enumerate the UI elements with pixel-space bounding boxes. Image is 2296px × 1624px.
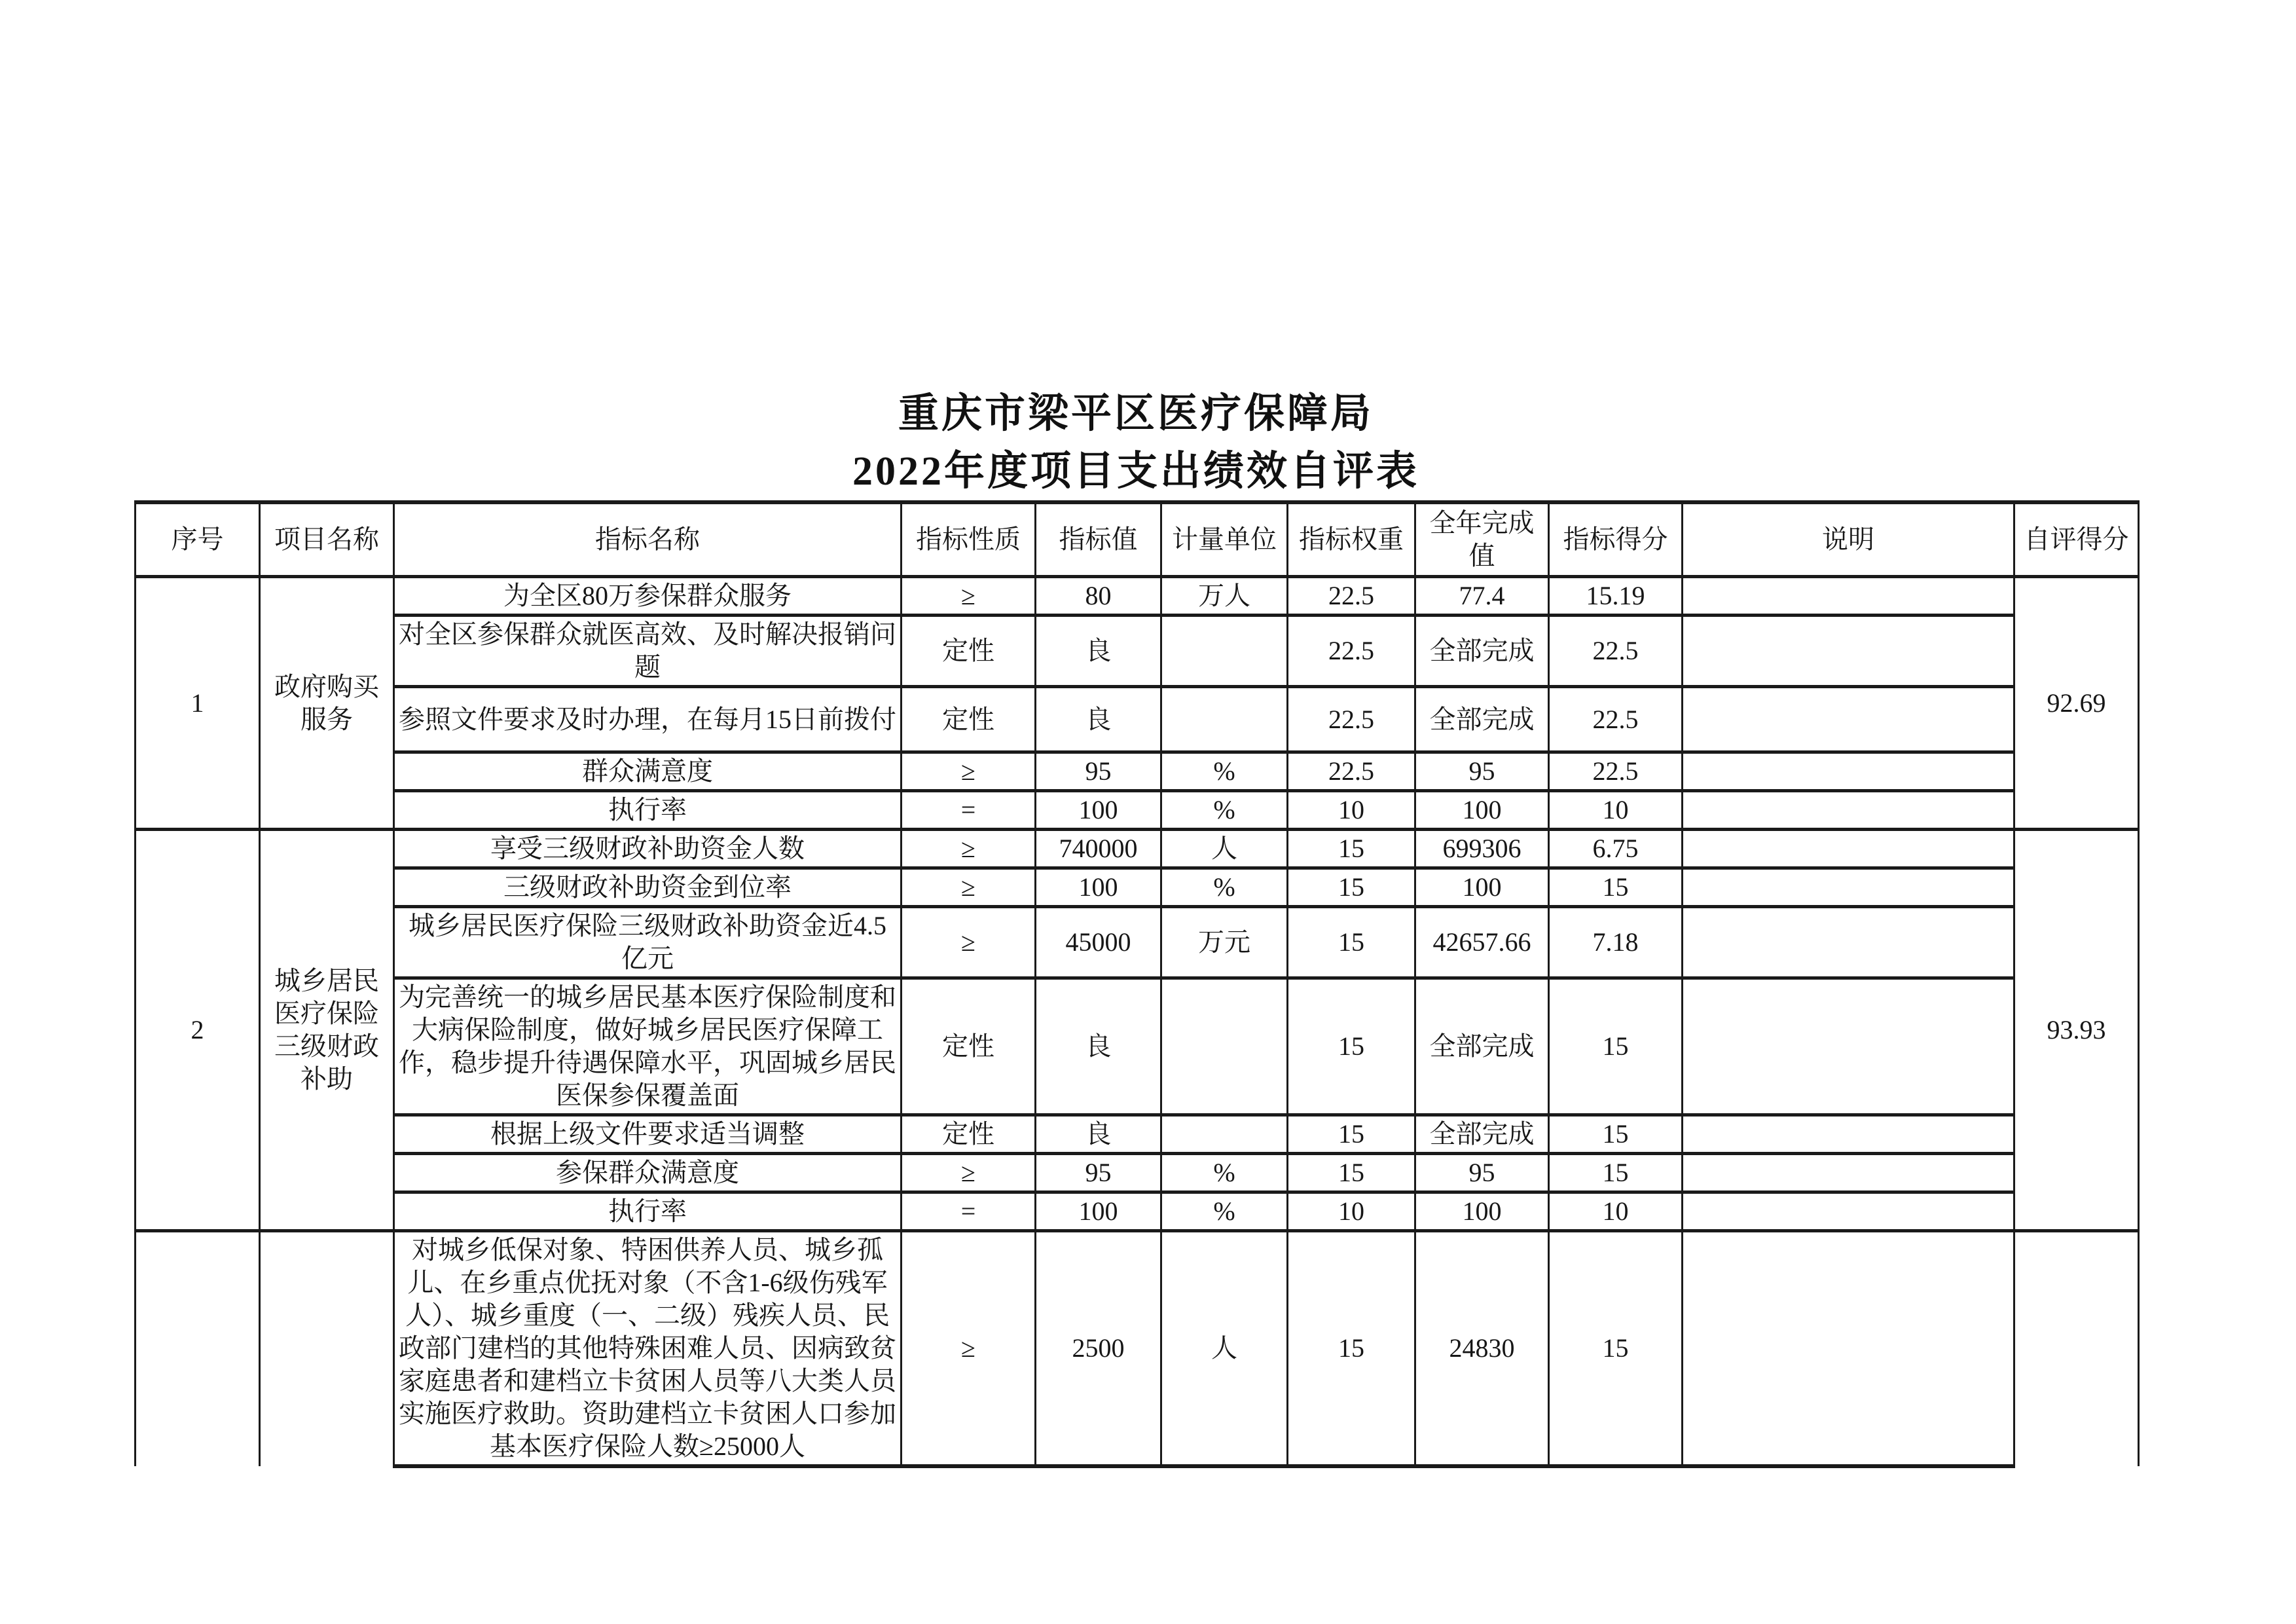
cell-unit: %: [1161, 1154, 1288, 1192]
cell-indicator: 对全区参保群众就医高效、及时解决报销问题: [394, 616, 902, 687]
cell-value: 95: [1036, 752, 1161, 791]
table-row: [136, 687, 2139, 752]
cell-indicator: 为全区80万参保群众服务: [394, 577, 902, 616]
cell-completed: 699306: [1415, 830, 1549, 868]
cell-note: [1683, 577, 2014, 616]
cell-project: 政府购买服务: [260, 577, 394, 830]
cell-nature: 定性: [902, 616, 1036, 687]
cell-indicator: 执行率: [394, 791, 902, 830]
col-header-project: 项目名称: [260, 502, 394, 577]
cell-seq: [136, 1231, 260, 1467]
cell-indicator: 城乡居民医疗保险三级财政补助资金近4.5亿元: [394, 907, 902, 978]
cell-value: 良: [1036, 1115, 1161, 1154]
cell-score: 22.5: [1549, 752, 1683, 791]
cell-indicator: 根据上级文件要求适当调整: [394, 1115, 902, 1154]
cell-score: 15: [1549, 868, 1683, 907]
cell-unit: 万人: [1161, 577, 1288, 616]
cell-note: [1683, 1231, 2014, 1467]
cell-indicator: 为完善统一的城乡居民基本医疗保险制度和大病保险制度，做好城乡居民医疗保障工作，稳步提升待遇保障水平，巩固城乡居民医保参保覆盖面: [394, 978, 902, 1115]
cell-project: [260, 1231, 394, 1467]
col-header-nature: 指标性质: [902, 502, 1036, 577]
cell-self-score: 92.69: [2014, 577, 2139, 830]
cell-completed: 全部完成: [1415, 978, 1549, 1115]
cell-score: 22.5: [1549, 687, 1683, 752]
table-row: [136, 1154, 2139, 1192]
cell-weight: 22.5: [1288, 616, 1415, 687]
col-header-note: 说明: [1683, 502, 2014, 577]
cell-unit: [1161, 1115, 1288, 1154]
cell-note: [1683, 830, 2014, 868]
col-header-completed: 全年完成值: [1415, 502, 1549, 577]
cell-nature: 定性: [902, 1115, 1036, 1154]
table-row: [136, 978, 2139, 1115]
cell-score: 15: [1549, 978, 1683, 1115]
cell-weight: 10: [1288, 791, 1415, 830]
cell-indicator: 参保群众满意度: [394, 1154, 902, 1192]
cell-completed: 95: [1415, 752, 1549, 791]
cell-unit: 人: [1161, 830, 1288, 868]
cell-weight: 15: [1288, 1154, 1415, 1192]
cell-score: 15: [1549, 1115, 1683, 1154]
cell-completed: 全部完成: [1415, 687, 1549, 752]
cell-score: 6.75: [1549, 830, 1683, 868]
cell-seq: 2: [136, 830, 260, 1231]
cell-nature: ≥: [902, 868, 1036, 907]
cell-unit: [1161, 978, 1288, 1115]
cell-value: 良: [1036, 978, 1161, 1115]
cell-nature: ≥: [902, 830, 1036, 868]
cell-value: 100: [1036, 868, 1161, 907]
cell-unit: %: [1161, 791, 1288, 830]
cell-indicator: 对城乡低保对象、特困供养人员、城乡孤儿、在乡重点优抚对象（不含1-6级伤残军人）、城乡重度（一、二级）残疾人员、民政部门建档的其他特殊困难人员、因病致贫家庭患者和建档立卡贫困人员等八大类人员实施医疗救助。资助建档立卡贫困人口参加基本医疗保险人数≥25000人: [394, 1231, 902, 1467]
cell-nature: ≥: [902, 577, 1036, 616]
table-row: [136, 1115, 2139, 1154]
cell-indicator: 群众满意度: [394, 752, 902, 791]
cell-unit: [1161, 687, 1288, 752]
cell-self-score: 93.93: [2014, 830, 2139, 1231]
col-header-self-score: 自评得分: [2014, 502, 2139, 577]
cell-nature: ≥: [902, 752, 1036, 791]
cell-nature: ≥: [902, 1231, 1036, 1467]
document-title: [134, 385, 2138, 500]
cell-score: 7.18: [1549, 907, 1683, 978]
cell-value: 95: [1036, 1154, 1161, 1192]
col-header-score: 指标得分: [1549, 502, 1683, 577]
cell-value: 良: [1036, 616, 1161, 687]
cell-project: 城乡居民医疗保险三级财政补助: [260, 830, 394, 1231]
cell-completed: 100: [1415, 868, 1549, 907]
cell-value: 80: [1036, 577, 1161, 616]
cell-note: [1683, 907, 2014, 978]
col-header-weight: 指标权重: [1288, 502, 1415, 577]
cell-score: 22.5: [1549, 616, 1683, 687]
cell-value: 740000: [1036, 830, 1161, 868]
cell-note: [1683, 1192, 2014, 1231]
cell-weight: 15: [1288, 907, 1415, 978]
cell-note: [1683, 1154, 2014, 1192]
performance-table: [134, 500, 2140, 1468]
cell-indicator: 三级财政补助资金到位率: [394, 868, 902, 907]
table-row: [136, 868, 2139, 907]
cell-completed: 42657.66: [1415, 907, 1549, 978]
cell-completed: 全部完成: [1415, 1115, 1549, 1154]
cell-value: 45000: [1036, 907, 1161, 978]
cell-completed: 100: [1415, 791, 1549, 830]
cell-indicator: 享受三级财政补助资金人数: [394, 830, 902, 868]
cell-weight: 22.5: [1288, 687, 1415, 752]
table-row: [136, 830, 2139, 868]
cell-completed: 77.4: [1415, 577, 1549, 616]
cell-weight: 10: [1288, 1192, 1415, 1231]
cell-unit: %: [1161, 1192, 1288, 1231]
cell-weight: 22.5: [1288, 577, 1415, 616]
cell-completed: 100: [1415, 1192, 1549, 1231]
col-header-value: 指标值: [1036, 502, 1161, 577]
cell-score: 15.19: [1549, 577, 1683, 616]
cell-nature: =: [902, 791, 1036, 830]
cell-weight: 15: [1288, 868, 1415, 907]
cell-completed: 24830: [1415, 1231, 1549, 1467]
cell-score: 10: [1549, 791, 1683, 830]
cell-nature: 定性: [902, 687, 1036, 752]
cell-unit: 人: [1161, 1231, 1288, 1467]
table-row: [136, 907, 2139, 978]
cell-note: [1683, 752, 2014, 791]
table-row: [136, 1192, 2139, 1231]
col-header-indicator: 指标名称: [394, 502, 902, 577]
cell-note: [1683, 868, 2014, 907]
table-row: [136, 1231, 2139, 1467]
cell-note: [1683, 616, 2014, 687]
cell-nature: 定性: [902, 978, 1036, 1115]
cell-note: [1683, 687, 2014, 752]
table-row: [136, 577, 2139, 616]
cell-nature: ≥: [902, 907, 1036, 978]
title-line-1: 重庆市梁平区医疗保障局: [898, 392, 1374, 436]
cell-weight: 15: [1288, 1115, 1415, 1154]
cell-weight: 22.5: [1288, 752, 1415, 791]
cell-unit: %: [1161, 868, 1288, 907]
cell-note: [1683, 1115, 2014, 1154]
cell-weight: 15: [1288, 830, 1415, 868]
cell-score: 15: [1549, 1154, 1683, 1192]
cell-value: 100: [1036, 1192, 1161, 1231]
cell-value: 100: [1036, 791, 1161, 830]
cell-nature: =: [902, 1192, 1036, 1231]
cell-indicator: 执行率: [394, 1192, 902, 1231]
cell-note: [1683, 978, 2014, 1115]
cell-value: 2500: [1036, 1231, 1161, 1467]
table-row: [136, 791, 2139, 830]
col-header-unit: 计量单位: [1161, 502, 1288, 577]
header-row: [136, 502, 2139, 577]
cell-self-score: [2014, 1231, 2139, 1467]
col-header-seq: 序号: [136, 502, 260, 577]
cell-nature: ≥: [902, 1154, 1036, 1192]
cell-weight: 15: [1288, 1231, 1415, 1467]
cell-score: 15: [1549, 1231, 1683, 1467]
cell-weight: 15: [1288, 978, 1415, 1115]
cell-unit: [1161, 616, 1288, 687]
cell-unit: %: [1161, 752, 1288, 791]
cell-completed: 95: [1415, 1154, 1549, 1192]
report-sheet: [134, 385, 2138, 1468]
cell-note: [1683, 791, 2014, 830]
cell-value: 良: [1036, 687, 1161, 752]
title-line-2: 2022年度项目支出绩效自评表: [852, 449, 1419, 494]
table-row: [136, 752, 2139, 791]
cell-indicator: 参照文件要求及时办理，在每月15日前拨付: [394, 687, 902, 752]
cell-seq: 1: [136, 577, 260, 830]
cell-unit: 万元: [1161, 907, 1288, 978]
cell-score: 10: [1549, 1192, 1683, 1231]
cell-completed: 全部完成: [1415, 616, 1549, 687]
table-row: [136, 616, 2139, 687]
